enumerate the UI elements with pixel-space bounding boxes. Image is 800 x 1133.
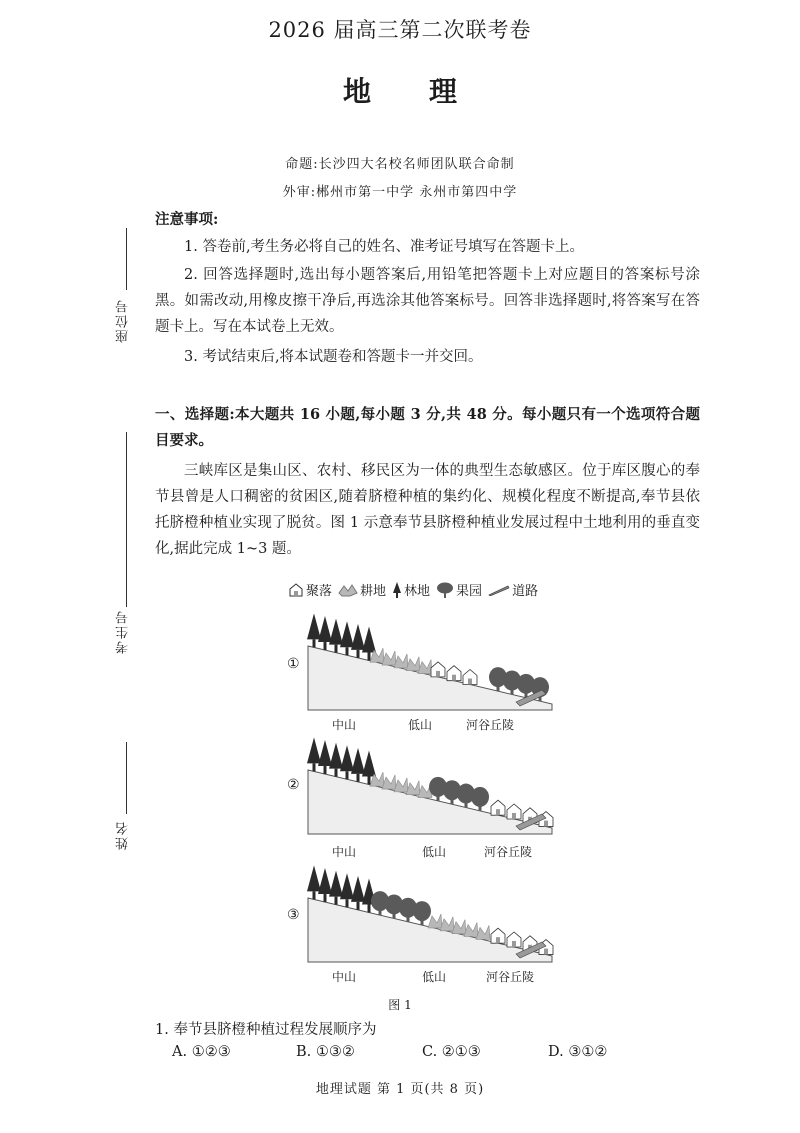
forest-tree xyxy=(318,868,332,894)
farmland-icon xyxy=(338,583,358,597)
panel-3-profile xyxy=(280,858,580,968)
forest-tree xyxy=(351,624,365,650)
passage: 三峡库区是集山区、农村、移民区为一体的典型生态敏感区。位于库区腹心的奉节县曾是人口稠密的贫困区,随着脐橙种植的集约化、规模化程度不断提高,奉节县依托脐橙种植业实现了脱贫。图 1 示意奉节县脐橙种植业发展过程中土地利用的垂直变化,据此完成 1~3 题。 xyxy=(155,463,700,557)
forest-tree xyxy=(340,745,354,771)
section-heading: 一、选择题:本大题共 16 小题,每小题 3 分,共 48 分。每小题只有一个选项符合题目要求。 xyxy=(155,406,700,449)
tree-trunk xyxy=(346,899,349,907)
name-label: 姓名 xyxy=(116,820,131,850)
tree-trunk xyxy=(335,897,338,905)
forest-tree xyxy=(329,743,343,769)
orchard-icon xyxy=(436,582,454,598)
tree-trunk xyxy=(324,642,327,650)
house-door xyxy=(512,813,516,819)
house-door xyxy=(436,671,440,677)
tree-trunk xyxy=(313,763,316,771)
forest-tree xyxy=(329,871,343,897)
tree-trunk xyxy=(335,769,338,777)
tree-trunk xyxy=(324,894,327,902)
house-door xyxy=(544,821,548,827)
seat-number-line xyxy=(126,228,127,290)
orchard-trunk xyxy=(437,796,440,801)
question-1-stem: 1. 奉节县脐橙种植过程发展顺序为 xyxy=(155,1022,377,1038)
note-item-1: 1. 答卷前,考生务必将自己的姓名、准考证号填写在答题卡上。 xyxy=(184,239,585,255)
orchard-trunk xyxy=(379,910,382,915)
panel-1-label-valley-hills: 河谷丘陵 xyxy=(466,718,515,732)
house-door xyxy=(512,941,516,947)
option-a[interactable]: A. ①②③ xyxy=(172,1044,231,1060)
tree-trunk xyxy=(368,777,371,785)
option-b[interactable]: B. ①③② xyxy=(296,1044,355,1060)
exam-number-label: 考生号 xyxy=(116,609,131,654)
orchard-tree xyxy=(471,787,489,807)
forest-tree xyxy=(340,621,354,647)
note-item-2: 2. 回答选择题时,选出每小题答案后,用铅笔把答题卡上对应题目的答案标号涂黑。如需改动,用橡皮擦干净后,再选涂其他答案标号。回答非选择题时,将答案写在答题卡上。写在本试卷上无效。 xyxy=(155,267,700,335)
orchard-trunk xyxy=(497,686,500,691)
forest-icon xyxy=(392,582,402,598)
farmland-patch xyxy=(428,914,442,928)
page-footer: 地理试题 第 1 页(共 8 页) xyxy=(315,1082,485,1097)
tree-trunk xyxy=(357,774,360,782)
panel-1-label-low-mountain: 低山 xyxy=(408,718,433,732)
panel-2-label-valley-hills: 河谷丘陵 xyxy=(484,845,533,859)
orchard-tree xyxy=(413,901,431,921)
farmland-patch xyxy=(406,781,420,795)
panel-2-label-mid-mountain: 中山 xyxy=(332,845,357,859)
figure-legend xyxy=(288,580,544,599)
tree-trunk xyxy=(357,902,360,910)
figure-caption: 图 1 xyxy=(388,998,412,1012)
farmland-patch xyxy=(476,925,490,939)
tree-trunk xyxy=(368,653,371,661)
legend-farmland: 耕地 xyxy=(338,580,386,599)
orchard-trunk xyxy=(393,913,396,918)
orchard-trunk xyxy=(407,917,410,922)
house-door xyxy=(468,679,472,685)
tree-trunk xyxy=(313,891,316,899)
orchard-trunk xyxy=(451,799,454,804)
panel-3-label-valley-hills: 河谷丘陵 xyxy=(486,970,535,984)
panel-2-label-low-mountain: 低山 xyxy=(422,845,447,859)
legend-settlement: 聚落 xyxy=(288,580,332,599)
subject-title: 地理 xyxy=(342,75,515,108)
exam-number-line xyxy=(126,432,127,607)
panel-1-label-mid-mountain: 中山 xyxy=(332,718,357,732)
forest-tree xyxy=(362,751,376,777)
panel-3-label-low-mountain: 低山 xyxy=(422,970,447,984)
exam-number-field xyxy=(108,432,142,654)
panel-3-label-mid-mountain: 中山 xyxy=(332,970,357,984)
forest-tree xyxy=(307,737,321,763)
tree-trunk xyxy=(335,645,338,653)
tree-trunk xyxy=(324,766,327,774)
house-door xyxy=(452,675,456,681)
tree-trunk xyxy=(368,905,371,913)
tree-trunk xyxy=(346,771,349,779)
name-field xyxy=(108,742,142,850)
forest-tree xyxy=(329,619,343,645)
forest-tree xyxy=(318,616,332,642)
exam-title: 2026 届高三第二次联考卷 xyxy=(268,18,532,42)
panel-3-number: ③ xyxy=(287,907,300,923)
forest-tree xyxy=(318,740,332,766)
panel-2-number: ② xyxy=(287,777,300,793)
legend-orchard: 果园 xyxy=(436,580,482,599)
farmland-patch xyxy=(382,775,396,789)
orchard-trunk xyxy=(465,803,468,808)
panel-1-number: ① xyxy=(287,656,300,672)
farmland-patch xyxy=(394,654,408,668)
notes-title: 注意事项: xyxy=(155,211,219,228)
option-c[interactable]: C. ②①③ xyxy=(422,1044,481,1060)
forest-tree xyxy=(307,865,321,891)
forest-tree xyxy=(362,627,376,653)
name-line xyxy=(126,742,127,814)
tree-trunk xyxy=(313,639,316,647)
note-item-3: 3. 考试结束后,将本试题卷和答题卡一并交回。 xyxy=(184,349,483,365)
house-door xyxy=(496,809,500,815)
seat-number-field xyxy=(108,228,142,343)
farmland-patch xyxy=(452,920,466,934)
reviewer-credit: 外审:郴州市第一中学 永州市第四中学 xyxy=(282,185,518,200)
tree-trunk xyxy=(357,650,360,658)
orchard-trunk xyxy=(511,689,514,694)
forest-tree xyxy=(340,873,354,899)
panel-2-profile xyxy=(280,730,580,840)
orchard-trunk xyxy=(421,920,424,925)
farmland-patch xyxy=(464,923,478,937)
forest-tree xyxy=(307,613,321,639)
slope-ground xyxy=(308,770,552,834)
house-door xyxy=(496,937,500,943)
farmland-patch xyxy=(406,657,420,671)
farmland-patch xyxy=(382,651,396,665)
farmland-patch xyxy=(440,917,454,931)
setter-credit: 命题:长沙四大名校名师团队联合命制 xyxy=(285,157,515,172)
legend-forest: 林地 xyxy=(392,580,430,599)
seat-number-label: 座位号 xyxy=(116,298,131,343)
forest-tree xyxy=(351,748,365,774)
tree-trunk xyxy=(346,647,349,655)
legend-road: 道路 xyxy=(488,580,538,599)
orchard-trunk xyxy=(479,806,482,811)
option-d[interactable]: D. ③①② xyxy=(548,1044,608,1060)
farmland-patch xyxy=(418,660,432,674)
settlement-icon xyxy=(288,583,304,597)
road-icon xyxy=(488,584,510,596)
forest-tree xyxy=(351,876,365,902)
panel-1-profile xyxy=(280,606,580,716)
house-door xyxy=(544,949,548,955)
farmland-patch xyxy=(394,778,408,792)
